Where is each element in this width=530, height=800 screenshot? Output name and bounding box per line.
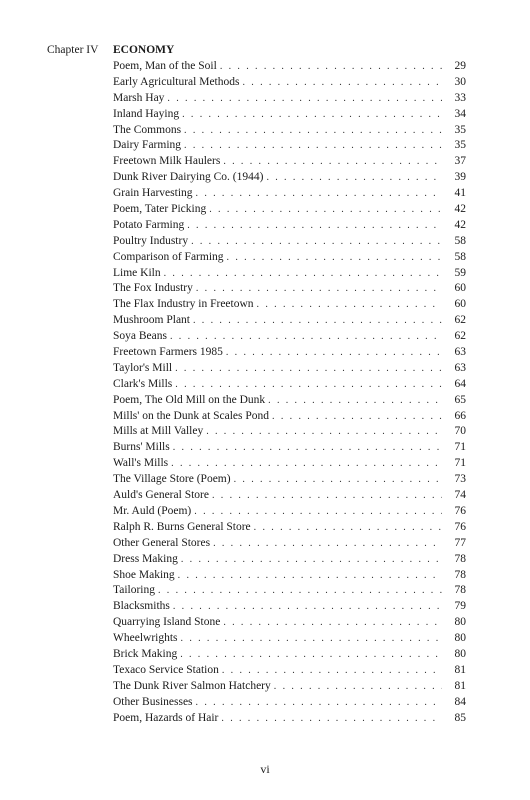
toc-entry-page: 81 <box>454 679 466 692</box>
toc-entry <box>113 170 466 186</box>
toc-entry-title: Grain Harvesting <box>113 187 193 200</box>
dot-leader <box>242 75 442 91</box>
toc-entry-title: Dress Making <box>113 552 178 565</box>
toc-entry-page: 59 <box>454 266 466 279</box>
toc-entry <box>113 615 466 631</box>
toc-entry <box>113 123 466 139</box>
dot-leader <box>167 91 442 107</box>
toc-entry-title: Soya Beans <box>113 330 167 343</box>
dot-leader <box>196 281 442 297</box>
dot-leader <box>178 568 442 584</box>
toc-entry-title: Freetown Milk Haulers <box>113 155 221 168</box>
toc-entry <box>113 186 466 202</box>
toc-entry <box>113 361 466 377</box>
toc-entry-page: 30 <box>454 75 466 88</box>
toc-entry-title: Quarrying Island Stone <box>113 616 221 629</box>
toc-entry-title: Mills at Mill Valley <box>113 425 204 438</box>
toc-entry-title: Potato Farming <box>113 218 185 231</box>
dot-leader <box>196 695 442 711</box>
toc-entry <box>113 345 466 361</box>
toc-entry-title: Burns' Mills <box>113 441 170 454</box>
toc-entry-page: 58 <box>454 250 466 263</box>
dot-leader <box>175 361 442 377</box>
toc-entry <box>113 329 466 345</box>
toc-entry-title: Poem, Hazards of Hair <box>113 711 219 724</box>
toc-entry-title: Mr. Auld (Poem) <box>113 504 192 517</box>
toc-entry-page: 35 <box>454 123 466 136</box>
toc-entry <box>113 138 466 154</box>
toc-entry-title: Poem, Man of the Soil <box>113 60 217 72</box>
toc-entry-page: 66 <box>454 409 466 422</box>
toc-entry <box>113 59 466 75</box>
dot-leader <box>196 186 442 202</box>
toc-entry-title: Dairy Farming <box>113 139 182 152</box>
dot-leader <box>193 313 442 329</box>
dot-leader <box>220 59 442 75</box>
dot-leader <box>266 170 442 186</box>
toc-entry-title: Brick Making <box>113 647 178 660</box>
toc-entry <box>113 520 466 536</box>
toc-entry-title: Other General Stores <box>113 536 211 549</box>
dot-leader <box>257 297 442 313</box>
toc-entry-page: 76 <box>454 520 466 533</box>
toc-entry-page: 42 <box>454 218 466 231</box>
toc-entry-title: Early Agricultural Methods <box>113 75 240 88</box>
toc-entry <box>113 472 466 488</box>
toc-entry-title: The Village Store (Poem) <box>113 473 231 486</box>
toc-entry-page: 62 <box>454 314 466 327</box>
toc-entry-page: 80 <box>454 632 466 645</box>
toc-entry-title: The Flax Industry in Freetown <box>113 298 254 311</box>
dot-leader <box>182 107 442 123</box>
toc-entry-page: 74 <box>454 489 466 502</box>
dot-leader <box>221 711 442 727</box>
toc-entry <box>113 647 466 663</box>
toc-entry <box>113 297 466 313</box>
toc-entry <box>113 75 466 91</box>
toc-entry-title: Marsh Hay <box>113 91 165 104</box>
toc-entry <box>113 695 466 711</box>
toc-entry-page: 80 <box>454 647 466 660</box>
toc-entry-page: 78 <box>454 584 466 597</box>
toc-entry-page: 60 <box>454 298 466 311</box>
dot-leader <box>272 409 442 425</box>
toc-entry-title: Wall's Mills <box>113 457 169 470</box>
toc-entry-title: Other Businesses <box>113 695 193 708</box>
dot-leader <box>184 138 442 154</box>
toc-entry <box>113 440 466 456</box>
toc-entry-page: 80 <box>454 616 466 629</box>
dot-leader <box>254 520 442 536</box>
toc-entry-page: 58 <box>454 234 466 247</box>
toc-entry <box>113 631 466 647</box>
toc-entry <box>113 424 466 440</box>
toc-entry-title: Auld's General Store <box>113 489 209 502</box>
dot-leader <box>164 266 442 282</box>
dot-leader <box>191 234 442 250</box>
toc-entry-page: 78 <box>454 568 466 581</box>
toc-entry <box>113 456 466 472</box>
toc-entry <box>113 234 466 250</box>
toc-entry <box>113 313 466 329</box>
chapter-title: ECONOMY <box>113 44 175 56</box>
dot-leader <box>181 631 442 647</box>
toc-entry <box>113 599 466 615</box>
toc-entry-page: 41 <box>454 187 466 200</box>
toc-entry-page: 76 <box>454 504 466 517</box>
toc-entry-page: 78 <box>454 552 466 565</box>
dot-leader <box>234 472 442 488</box>
toc-entry <box>113 202 466 218</box>
toc-entry <box>113 552 466 568</box>
toc-entry-page: 39 <box>454 171 466 184</box>
toc-entry-page: 85 <box>454 711 466 724</box>
toc-entry-page: 65 <box>454 393 466 406</box>
dot-leader <box>223 615 442 631</box>
toc-entry-title: Freetown Farmers 1985 <box>113 346 223 359</box>
toc-entry <box>113 536 466 552</box>
dot-leader <box>222 663 442 679</box>
dot-leader <box>170 329 442 345</box>
dot-leader <box>187 218 442 234</box>
toc-entry-title: Lime Kiln <box>113 266 161 279</box>
toc-entry <box>113 679 466 695</box>
toc-entry-title: The Dunk River Salmon Hatchery <box>113 679 271 692</box>
dot-leader <box>158 583 442 599</box>
dot-leader <box>212 488 442 504</box>
toc-entry <box>113 393 466 409</box>
toc-entry-page: 37 <box>454 155 466 168</box>
toc-entry <box>113 663 466 679</box>
toc-entry <box>113 504 466 520</box>
toc-entry-title: Taylor's Mill <box>113 361 173 374</box>
chapter-label: Chapter IV <box>47 44 99 56</box>
toc-entry-page: 35 <box>454 139 466 152</box>
toc-entry-page: 84 <box>454 695 466 708</box>
toc-entry <box>113 266 466 282</box>
toc-entry <box>113 281 466 297</box>
toc-entry-title: Poem, The Old Mill on the Dunk <box>113 393 266 406</box>
page-number: vi <box>260 762 270 776</box>
toc-entry-title: Dunk River Dairying Co. (1944) <box>113 171 264 184</box>
toc-entry-page: 71 <box>454 441 466 454</box>
dot-leader <box>268 393 442 409</box>
toc-entry <box>113 488 466 504</box>
dot-leader <box>209 202 442 218</box>
dot-leader <box>175 377 442 393</box>
toc-list <box>113 59 466 726</box>
dot-leader <box>274 679 442 695</box>
toc-entry <box>113 218 466 234</box>
toc-entry-title: Poultry Industry <box>113 234 189 247</box>
toc-entry-page: 63 <box>454 346 466 359</box>
toc-entry-page: 79 <box>454 600 466 613</box>
toc-entry-title: Mills' on the Dunk at Scales Pond <box>113 409 270 422</box>
toc-entry-title: Shoe Making <box>113 568 175 581</box>
toc-entry <box>113 409 466 425</box>
toc-entry-page: 63 <box>454 361 466 374</box>
toc-entry-page: 42 <box>454 203 466 216</box>
toc-entry <box>113 711 466 727</box>
toc-entry <box>113 583 466 599</box>
dot-leader <box>226 345 442 361</box>
toc-entry-title: Tailoring <box>113 584 155 597</box>
dot-leader <box>180 647 442 663</box>
dot-leader <box>173 440 442 456</box>
toc-entry-title: Ralph R. Burns General Store <box>113 520 251 533</box>
toc-entry <box>113 91 466 107</box>
dot-leader <box>184 123 442 139</box>
toc-entry-page: 71 <box>454 457 466 470</box>
toc-entry <box>113 568 466 584</box>
toc-entry-title: Texaco Service Station <box>113 663 219 676</box>
toc-entry-page: 77 <box>454 536 466 549</box>
dot-leader <box>181 552 442 568</box>
toc-entry <box>113 154 466 170</box>
toc-entry-page: 60 <box>454 282 466 295</box>
toc-entry-title: The Commons <box>113 123 182 136</box>
dot-leader <box>173 599 442 615</box>
toc-entry-title: Poem, Tater Picking <box>113 203 207 216</box>
toc-entry-title: Blacksmiths <box>113 600 170 613</box>
toc-entry <box>113 250 466 266</box>
toc-entry-title: The Fox Industry <box>113 282 193 295</box>
toc-entry-page: 29 <box>454 60 466 72</box>
toc-entry-page: 33 <box>454 91 466 104</box>
dot-leader <box>194 504 442 520</box>
dot-leader <box>223 154 442 170</box>
toc-entry <box>113 107 466 123</box>
toc-entry-page: 62 <box>454 330 466 343</box>
toc-entry-title: Inland Haying <box>113 107 180 120</box>
toc-entry-page: 81 <box>454 663 466 676</box>
dot-leader <box>206 424 442 440</box>
toc-entry <box>113 377 466 393</box>
dot-leader <box>227 250 442 266</box>
toc-entry-page: 73 <box>454 473 466 486</box>
toc-entry-title: Wheelwrights <box>113 632 178 645</box>
toc-entry-title: Comparison of Farming <box>113 250 224 263</box>
dot-leader <box>171 456 442 472</box>
toc-entry-title: Mushroom Plant <box>113 314 190 327</box>
dot-leader <box>213 536 442 552</box>
toc-entry-page: 34 <box>454 107 466 120</box>
toc-entry-title: Clark's Mills <box>113 377 173 390</box>
toc-entry-page: 64 <box>454 377 466 390</box>
toc-entry-page: 70 <box>454 425 466 438</box>
